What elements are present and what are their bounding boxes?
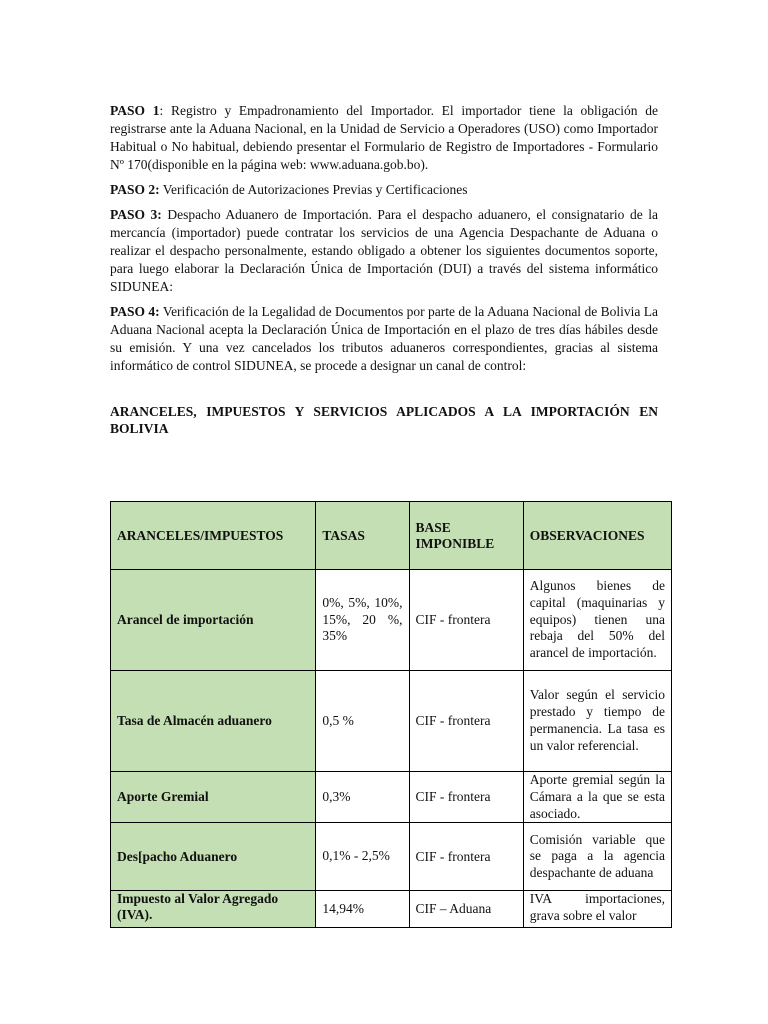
row-rate (316, 570, 409, 671)
row-observation: Algunos bienes de capital (maquinarias y equipos) tienen una rebaja del 50% del arancel de importación. (523, 570, 671, 671)
row-name: Arancel de importación (111, 570, 316, 671)
step-3-text: Despacho Aduanero de Importación. Para el despacho aduanero, el consignatario de la mercancía (importador) puede contratar los servicios de una Agencia Despachante de Aduana o realizar el despacho personalmente, estando obligado a obtener los siguientes documentos soporte, para luego elaborar la Declaración Única de Importación (DUI) a través del sistema informático SIDUNEA: (110, 207, 659, 294)
tariffs-table (110, 501, 672, 928)
row-observation: Valor según el servicio prestado y tiempo de permanencia. La tasa es un valor referencial. (523, 671, 671, 772)
table-header-row (111, 502, 672, 570)
row-base: CIF - frontera (409, 570, 523, 671)
table-row (111, 570, 672, 671)
step-3-label: PASO 3: (110, 207, 162, 222)
header-tax-base: BASE IMPONIBLE (409, 502, 523, 570)
step-4-label: PASO 4: (110, 304, 160, 319)
step-2-paragraph (110, 181, 658, 199)
table-row (111, 823, 672, 891)
row-rate: 0,1% - 2,5% (316, 823, 409, 891)
header-rates: TASAS (316, 502, 409, 570)
table-row (111, 671, 672, 772)
row-name: Impuesto al Valor Agregado (IVA). (111, 891, 316, 928)
row-base: CIF - frontera (409, 772, 523, 823)
row-observation-text: IVA importaciones, grava sobre el valor (529, 891, 665, 924)
row-observation: Aporte gremial según la Cámara a la que se esta asociado. (523, 772, 671, 823)
row-name: Des[pacho Aduanero (111, 823, 316, 891)
section-title: ARANCELES, IMPUESTOS Y SERVICIOS APLICADOS A LA IMPORTACIÓN EN BOLIVIA (110, 404, 658, 436)
step-1-sep: : (159, 103, 164, 118)
step-4-text: Verificación de la Legalidad de Documentos por parte de la Aduana Nacional de Bolivia La Aduana Nacional acepta la Declaración Única de Importación en el plazo de tres días hábiles desde su emisión. Y una vez cancelados los tributos aduaneros correspondientes, gracias al sistema informático de control SIDUNEA, se procede a designar un canal de control: (110, 304, 658, 373)
row-name: Tasa de Almacén aduanero (111, 671, 316, 772)
step-2-text: Verificación de Autorizaciones Previas y Certificaciones (159, 182, 468, 197)
table-row (111, 891, 672, 928)
row-rate-text: 0%, 5%, 10%, 15%, 20 %, 35% (322, 594, 403, 644)
header-observations: OBSERVACIONES (523, 502, 671, 570)
row-base: CIF - frontera (409, 671, 523, 772)
step-4-paragraph (110, 303, 658, 375)
row-name: Aporte Gremial (111, 772, 316, 823)
row-rate: 0,5 % (316, 671, 409, 772)
row-observation (523, 891, 671, 928)
step-1-text: Registro y Empadronamiento del Importador. El importador tiene la obligación de registrarse ante la Aduana Nacional, en la Unidad de Servicio a Operadores (USO) como Importador Habitual o No habitual, debiendo presentar el Formulario de Registro de Importadores - Formulario Nº 170(disponible en la página web: www.aduana.gob.bo). (110, 103, 658, 172)
step-1-label: PASO 1 (110, 103, 160, 118)
step-2-label: PASO 2: (110, 182, 160, 197)
row-base: CIF – Aduana (409, 891, 523, 928)
row-rate: 0,3% (316, 772, 409, 823)
step-3-paragraph (110, 206, 658, 296)
document-body (110, 102, 658, 448)
table-row (111, 772, 672, 823)
header-tariffs: ARANCELES/IMPUESTOS (111, 502, 316, 570)
row-base: CIF - frontera (409, 823, 523, 891)
step-1-paragraph (110, 102, 658, 174)
row-observation: Comisión variable que se paga a la agencia despachante de aduana (523, 823, 671, 891)
row-rate: 14,94% (316, 891, 409, 928)
